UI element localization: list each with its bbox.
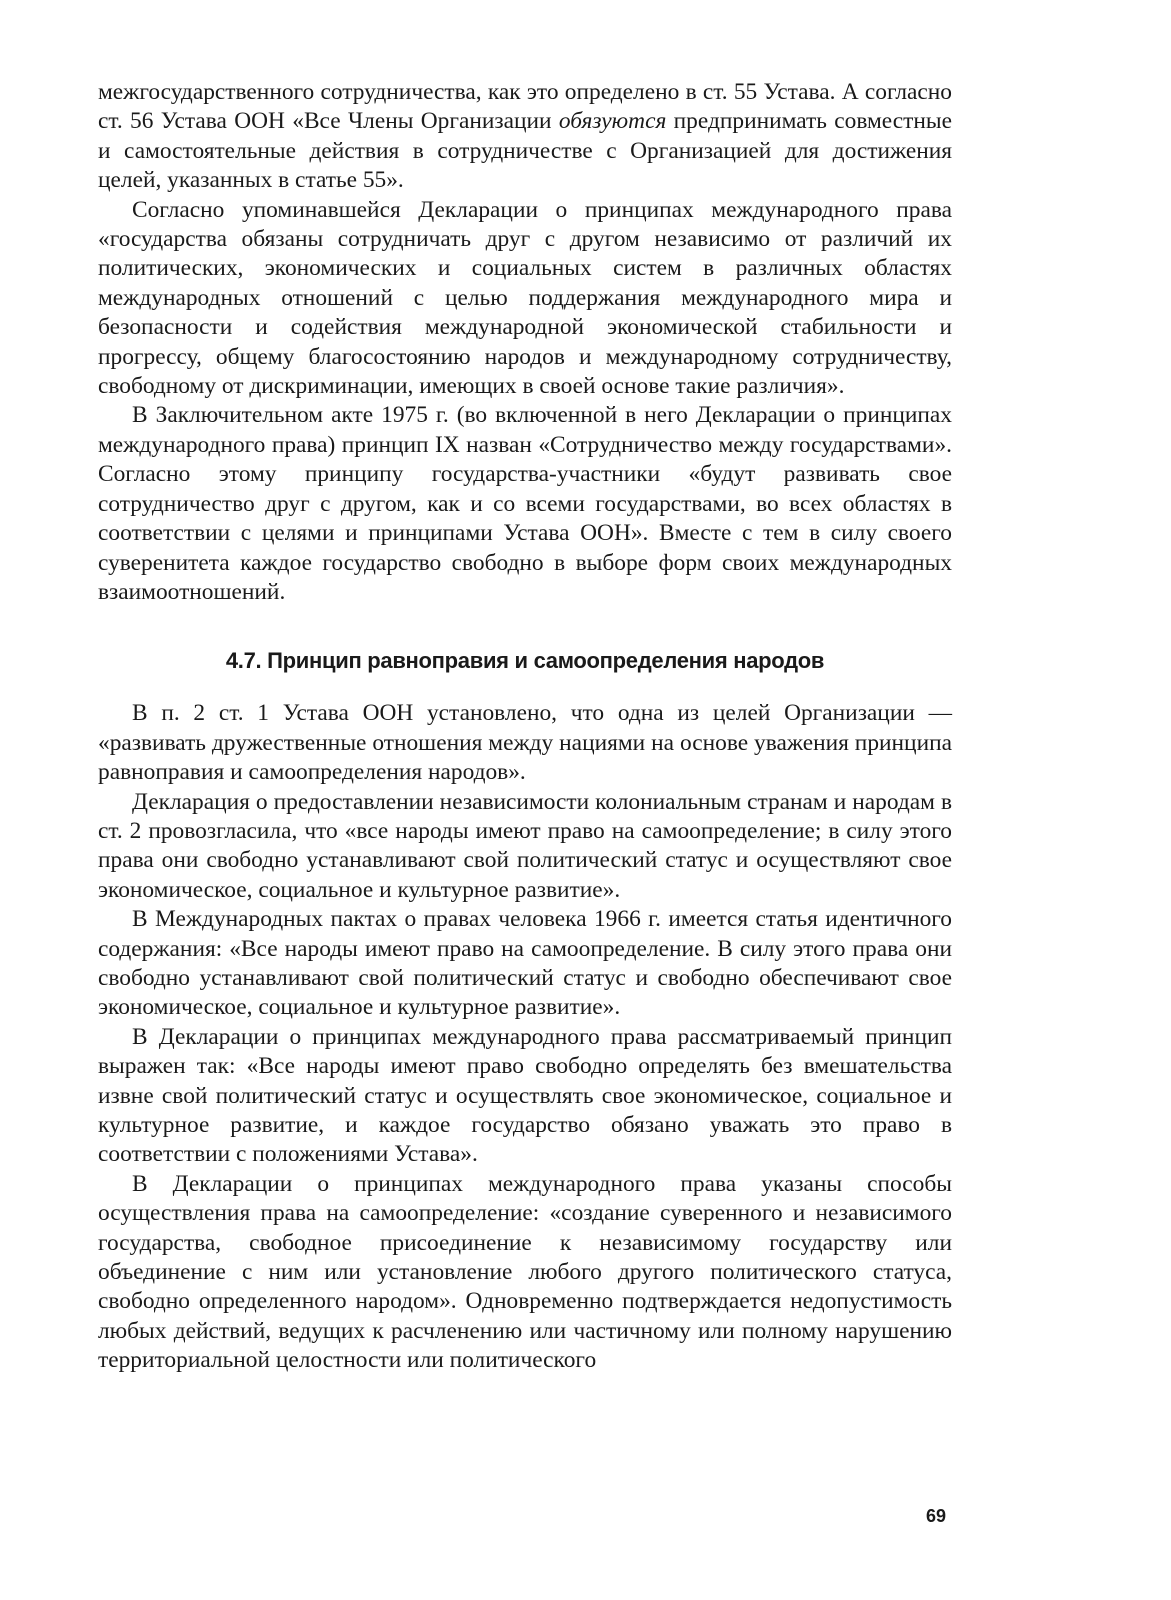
section-heading: 4.7. Принцип равноправия и самоопределения народов bbox=[225, 648, 825, 674]
paragraph-continuation bbox=[98, 78, 952, 196]
paragraph-text: межгосударственного сотрудничества, как это определено в ст. 55 Устава. А согласно ст. 56 Устава ООН «Все Члены Организации bbox=[98, 79, 952, 135]
emphasized-word: обязуются bbox=[558, 108, 667, 135]
paragraph: В Декларации о принципах международного права указаны способы осуществления права на самоопределение: «создание суверенного и независимого государства, свободное присоединение к независимому государству или объединение с ним или установление любого другого политического статуса, свободно определенного народом». Одновременно подтверждается недопустимость любых действий, ведущих к расчленению или частичному или полному нарушению территориальной целостности или политического bbox=[98, 1170, 952, 1374]
paragraph: В Декларации о принципах международного права рассматриваемый принцип выражен так: «Все народы имеют право свободно определять без вмешательства извне свой политический статус и осуществлять свое экономическое, социальное и культурное развитие, и каждое государство обязано уважать это право в соответствии с положениями Устава». bbox=[98, 1023, 952, 1168]
paragraph: В п. 2 ст. 1 Устава ООН установлено, что одна из целей Организации — «развивать дружественные отношения между нациями на основе уважения принципа равноправия и самоопределения народов». bbox=[98, 700, 952, 786]
paragraph: Декларация о предоставлении независимости колониальным странам и народам в ст. 2 провозгласила, что «все народы имеют право на самоопределение; в силу этого права они свободно устанавливают свой политический статус и осуществляют свое экономическое, социальное и культурное развитие». bbox=[98, 788, 952, 903]
paragraph: Согласно упоминавшейся Декларации о принципах международного права «государства обязаны сотрудничать друг с другом независимо от различий их политических, экономических и социальных систем в различных областях международных отношений с целью поддержания международного мира и безопасности и содействия международной экономической стабильности и прогрессу, общему благосостоянию народов и международному сотрудничеству, свободному от дискриминации, имеющих в своей основе такие различия». bbox=[98, 196, 952, 400]
paragraph: В Международных пактах о правах человека 1966 г. имеется статья идентичного содержания: «Все народы имеют право на самоопределение. В силу этого права они свободно устанавливают свой политический статус и свободно обеспечивают свое экономическое, социальное и культурное развитие». bbox=[98, 906, 952, 1021]
document-page bbox=[98, 78, 952, 1376]
paragraph-text: предпринимать совместные и самостоятельные действия в сотрудничестве с Организацией для достижения целей, указанных в статье 55». bbox=[98, 108, 952, 194]
page-number: 69 bbox=[926, 1506, 947, 1526]
paragraph: В Заключительном акте 1975 г. (во включенной в него Декларации о принципах международного права) принцип IX назван «Сотрудничество между государствами». Согласно этому принципу государства-участники «будут развивать свое сотрудничество друг с другом, как и со всеми государствами, во всех областях в соответствии с целями и принципами Устава ООН». Вместе с тем в силу своего суверенитета каждое государство свободно в выборе форм своих международных взаимоотношений. bbox=[98, 402, 952, 605]
